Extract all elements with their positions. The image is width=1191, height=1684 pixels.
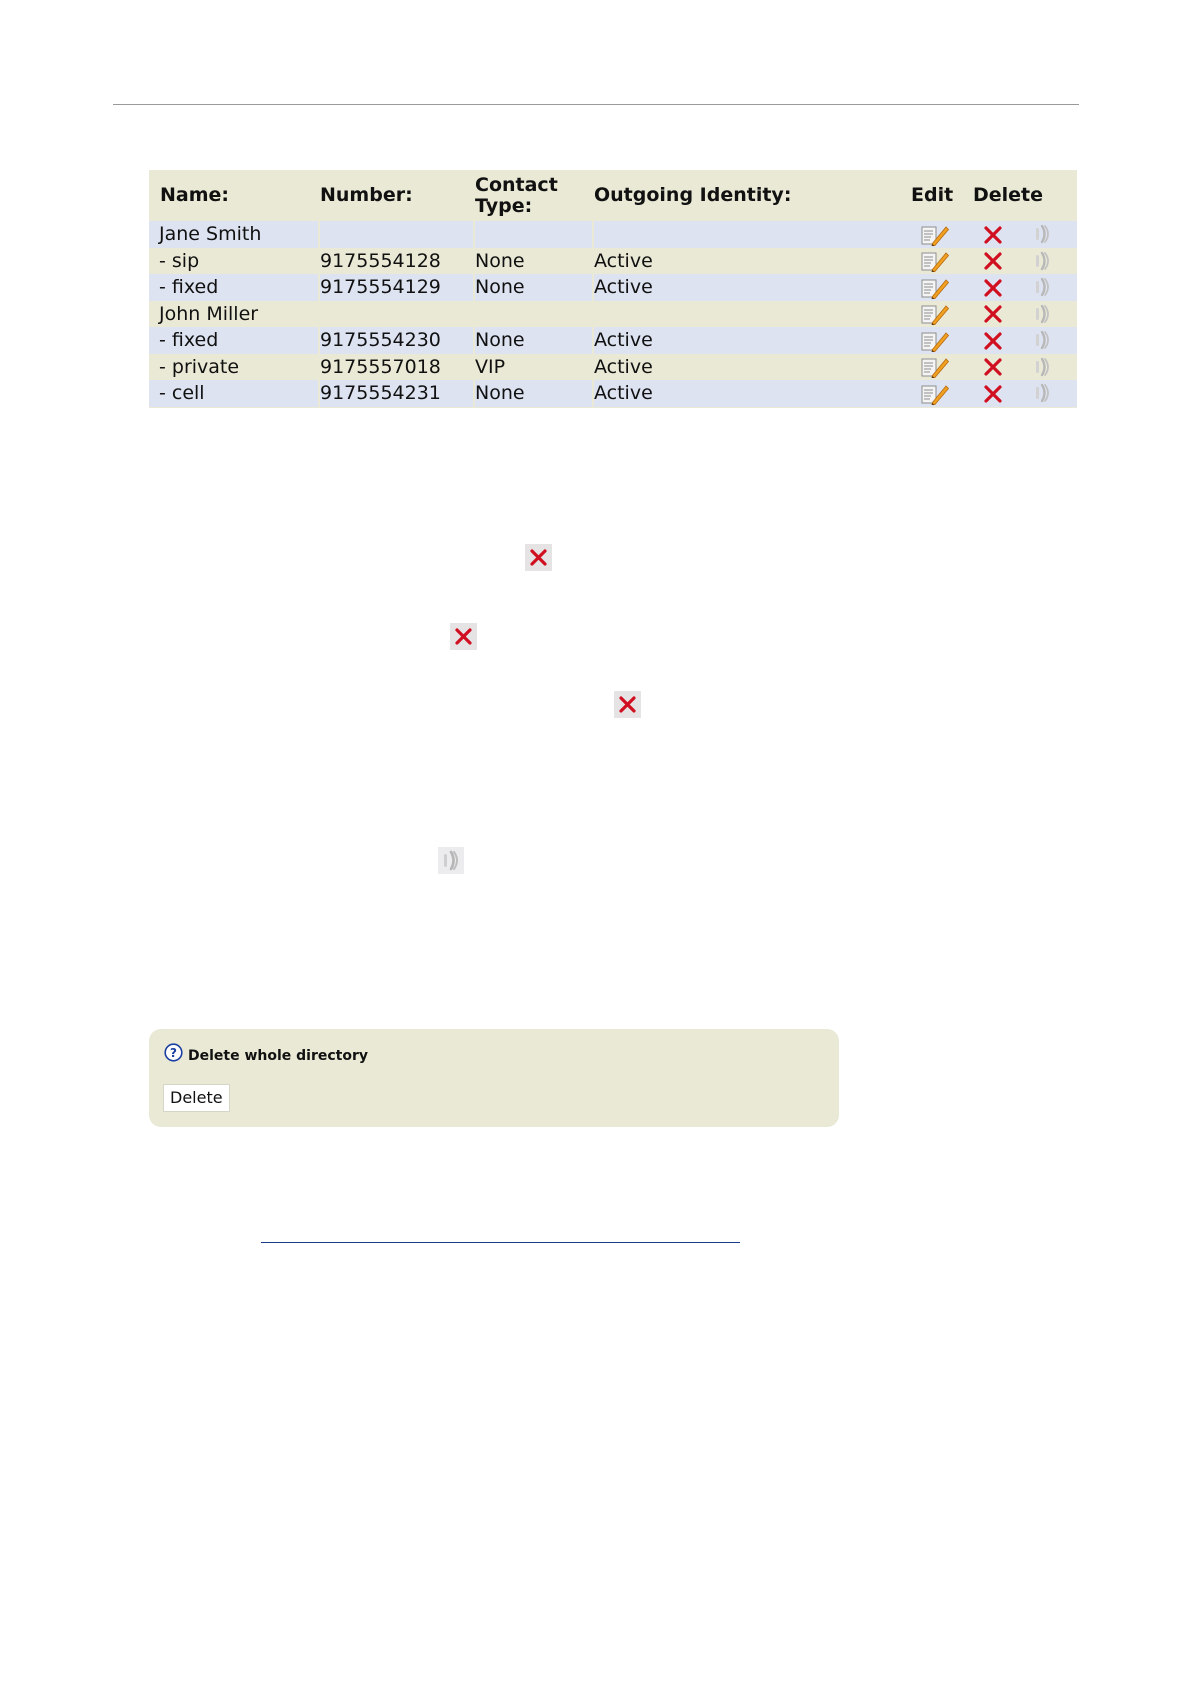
contact-type-cell: None xyxy=(475,380,594,407)
delete-cell xyxy=(973,248,1023,275)
contact-number-cell: 9175554129 xyxy=(320,274,475,301)
svg-text:?: ? xyxy=(170,1046,177,1060)
link-underline xyxy=(261,1242,740,1243)
edit-cell xyxy=(911,354,973,381)
header-delete: Delete xyxy=(973,184,1044,206)
edit-cell xyxy=(911,380,973,407)
outgoing-identity-cell xyxy=(594,301,911,328)
delete-directory-button[interactable]: Delete xyxy=(163,1084,230,1112)
phone-icon[interactable] xyxy=(1032,355,1054,379)
delete-x-icon[interactable] xyxy=(982,276,1004,299)
call-cell xyxy=(1023,354,1077,381)
outgoing-identity-cell: Active xyxy=(594,274,911,301)
contacts-panel xyxy=(149,170,1077,408)
phone-icon[interactable] xyxy=(1032,302,1054,326)
delete-cell xyxy=(973,274,1023,301)
contacts-table xyxy=(149,170,1077,407)
table-row xyxy=(149,301,1077,328)
contact-number-cell: 9175557018 xyxy=(320,354,475,381)
contact-type-cell: None xyxy=(475,274,594,301)
contact-number-cell: 9175554230 xyxy=(320,327,475,354)
header-rule xyxy=(113,104,1079,105)
edit-pencil-icon[interactable] xyxy=(920,356,950,379)
table-row xyxy=(149,354,1077,381)
phone-icon[interactable] xyxy=(1032,275,1054,299)
question-icon[interactable] xyxy=(164,1043,183,1062)
delete-x-icon xyxy=(450,623,477,650)
edit-cell xyxy=(911,221,973,248)
edit-pencil-icon[interactable] xyxy=(920,223,950,246)
edit-cell xyxy=(911,248,973,275)
contact-name-cell: - sip xyxy=(149,248,320,275)
delete-x-icon[interactable] xyxy=(982,250,1004,273)
edit-pencil-icon[interactable] xyxy=(920,329,950,352)
contact-type-cell: None xyxy=(475,248,594,275)
call-cell xyxy=(1023,221,1077,248)
delete-x-icon xyxy=(614,691,641,718)
contact-name-cell: - fixed xyxy=(149,274,320,301)
header-edit: Edit xyxy=(911,184,954,206)
phone-icon[interactable] xyxy=(1032,328,1054,352)
contact-type-cell: None xyxy=(475,327,594,354)
delete-x-icon[interactable] xyxy=(982,223,1004,246)
call-cell xyxy=(1023,248,1077,275)
table-body xyxy=(149,221,1077,407)
outgoing-identity-cell: Active xyxy=(594,354,911,381)
edit-cell xyxy=(911,327,973,354)
header-name: Name: xyxy=(160,184,230,206)
edit-pencil-icon[interactable] xyxy=(920,250,950,273)
contact-type-cell xyxy=(475,301,594,328)
delete-x-icon[interactable] xyxy=(982,303,1004,326)
phone-icon xyxy=(438,847,464,874)
phone-icon[interactable] xyxy=(1032,249,1054,273)
contact-number-cell: 9175554128 xyxy=(320,248,475,275)
edit-pencil-icon[interactable] xyxy=(920,382,950,405)
edit-pencil-icon[interactable] xyxy=(920,276,950,299)
outgoing-identity-cell: Active xyxy=(594,380,911,407)
table-row xyxy=(149,274,1077,301)
delete-x-icon[interactable] xyxy=(982,329,1004,352)
call-cell xyxy=(1023,301,1077,328)
edit-cell xyxy=(911,301,973,328)
call-cell xyxy=(1023,274,1077,301)
delete-cell xyxy=(973,301,1023,328)
header-contact-type: Contact Type: xyxy=(475,173,558,217)
header-outgoing-identity: Outgoing Identity: xyxy=(594,184,792,206)
contact-name-cell: - fixed xyxy=(149,327,320,354)
delete-directory-title: Delete whole directory xyxy=(188,1048,369,1064)
delete-directory-panel xyxy=(149,1029,839,1127)
delete-x-icon xyxy=(525,544,552,571)
delete-cell xyxy=(973,354,1023,381)
contact-type-cell: VIP xyxy=(475,354,594,381)
phone-icon[interactable] xyxy=(1032,222,1054,246)
table-row xyxy=(149,327,1077,354)
contact-name-cell: John Miller xyxy=(149,301,320,328)
call-cell xyxy=(1023,327,1077,354)
header-number: Number: xyxy=(320,184,413,206)
outgoing-identity-cell: Active xyxy=(594,248,911,275)
delete-cell xyxy=(973,221,1023,248)
table-row xyxy=(149,380,1077,407)
table-row xyxy=(149,221,1077,248)
delete-cell xyxy=(973,380,1023,407)
contact-type-cell xyxy=(475,221,594,248)
delete-x-icon[interactable] xyxy=(982,382,1004,405)
call-cell xyxy=(1023,380,1077,407)
contact-number-cell xyxy=(320,221,475,248)
contact-number-cell xyxy=(320,301,475,328)
table-row xyxy=(149,248,1077,275)
contact-name-cell: Jane Smith xyxy=(149,221,320,248)
table-header-row xyxy=(149,170,1077,221)
contact-number-cell: 9175554231 xyxy=(320,380,475,407)
outgoing-identity-cell: Active xyxy=(594,327,911,354)
edit-pencil-icon[interactable] xyxy=(920,303,950,326)
phone-icon[interactable] xyxy=(1032,381,1054,405)
outgoing-identity-cell xyxy=(594,221,911,248)
contact-name-cell: - cell xyxy=(149,380,320,407)
edit-cell xyxy=(911,274,973,301)
delete-x-icon[interactable] xyxy=(982,356,1004,379)
delete-cell xyxy=(973,327,1023,354)
contact-name-cell: - private xyxy=(149,354,320,381)
